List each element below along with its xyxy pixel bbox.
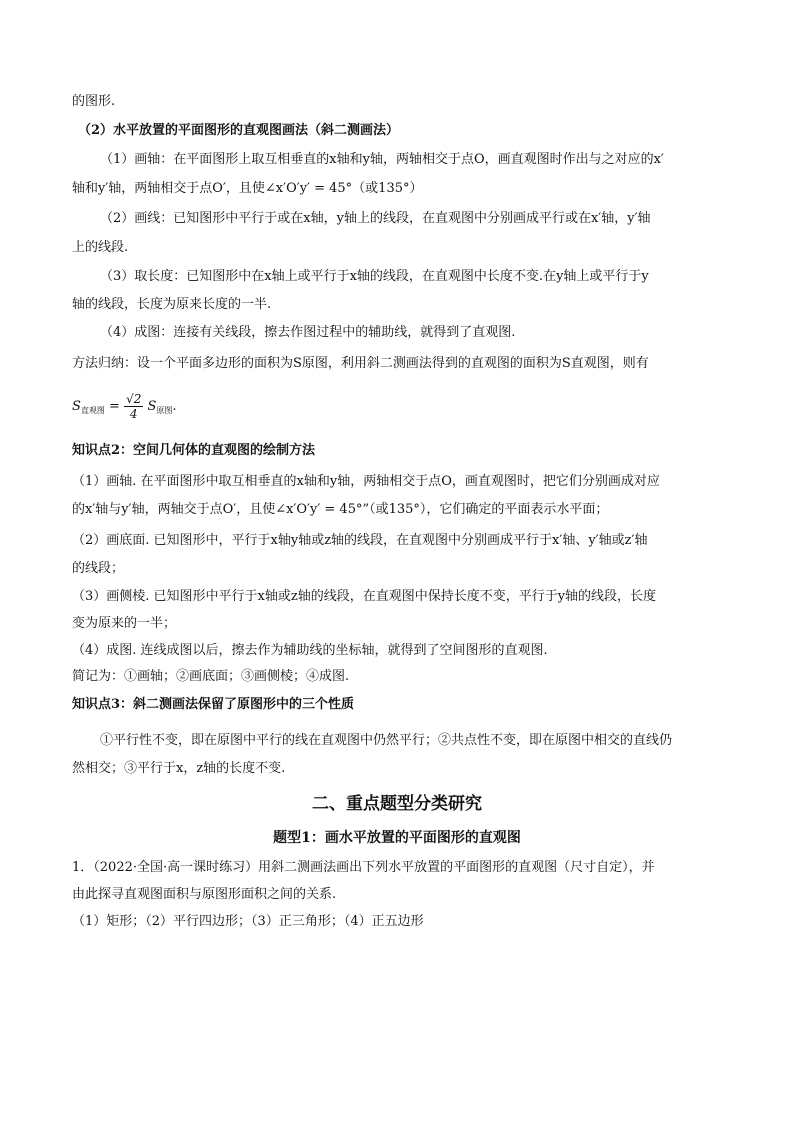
text-line: 的x′轴与y′轴，两轴交于点O′，且使∠x′O′y′ = 45°”（或135°），它们确定的平面表示水平面；: [72, 502, 609, 517]
formula-fraction: [124, 392, 143, 421]
problem-type-title: 题型1：画水平放置的平面图形的直观图: [273, 830, 521, 846]
text-line: ①平行性不变，即在原图中平行的线在直观图中仍然平行；②共点性不变，即在原图中相交的直线仍: [100, 733, 673, 748]
text-line: 的线段；: [72, 561, 125, 576]
text-line: （3）取长度：已知图形中在x轴上或平行于x轴的线段，在直观图中长度不变.在y轴上或平行于y: [100, 269, 649, 284]
text-line: （1）画轴：在平面图形上取互相垂直的x轴和y轴，两轴相交于点O，画直观图时作出与之对应的x′: [100, 152, 664, 167]
knowledge-point-3-heading: 知识点3：斜二测画法保留了原图形中的三个性质: [72, 697, 355, 712]
exercise-line: 由此探寻直观图面积与原图形面积之间的关系.: [72, 887, 337, 902]
text-line: （2）画底面. 已知图形中，平行于x轴y轴或z轴的线段，在直观图中分别画成平行于x′轴、y′轴或z′轴: [72, 533, 648, 548]
text-line: （4）成图：连接有关线段，擦去作图过程中的辅助线，就得到了直观图.: [100, 325, 516, 340]
text-line: 简记为：①画轴；②画底面；③画侧棱；④成图.: [72, 669, 350, 684]
text-line: 轴和y′轴，两轴相交于点O′，且使∠x′O′y′ = 45°（或135°）: [72, 181, 423, 196]
text-line: （4）成图. 连线成图以后，擦去作为辅助线的坐标轴，就得到了空间图形的直观图.: [72, 643, 548, 658]
knowledge-point-2-heading: 知识点2：空间几何体的直观图的绘制方法: [72, 443, 316, 458]
exercise-options: （1）矩形；（2）平行四边形；（3）正三角形；（4）正五边形: [72, 914, 424, 929]
formula-numerator: √2: [126, 392, 142, 406]
formula-end: .: [172, 399, 177, 414]
formula-sub-left: 直观图: [80, 406, 105, 415]
exercise-line: 1．（2022·全国·高一课时练习）用斜二测画法画出下列水平放置的平面图形的直观图（尺寸自定），并: [72, 860, 655, 875]
area-formula: [72, 392, 177, 421]
text-line: 的图形.: [72, 94, 116, 109]
section-title: 二、重点题型分类研究: [312, 794, 482, 814]
formula-denominator: 4: [129, 407, 138, 421]
text-line: （2）画线：已知图形中平行于或在x轴，y轴上的线段，在直观图中分别画成平行或在x′轴，y′轴: [100, 211, 651, 226]
formula-equals: =: [109, 399, 120, 414]
text-line: 方法归纳：设一个平面多边形的面积为S原图，利用斜二测画法得到的直观图的面积为S直观图，则有: [72, 356, 649, 371]
text-line: 上的线段.: [72, 240, 129, 255]
text-line: （3）画侧棱. 已知图形中平行于x轴或z轴的线段，在直观图中保持长度不变，平行于y轴的线段，长度: [72, 589, 657, 604]
text-line: 轴的线段，长度为原来长度的一半.: [72, 297, 272, 312]
method-heading: （2）水平放置的平面图形的直观图画法（斜二测画法）: [78, 123, 400, 138]
formula-sub-right: 原图: [156, 406, 173, 415]
text-line: 然相交；③平行于x，z轴的长度不变.: [72, 761, 286, 776]
text-line: 变为原来的一半；: [72, 616, 177, 631]
formula-s-right: S: [147, 399, 157, 414]
text-line: （1）画轴. 在平面图形中取互相垂直的x轴和y轴，两轴相交于点O，画直观图时，把它们分别画成对应: [72, 474, 660, 489]
formula-s-left: S: [72, 399, 81, 414]
